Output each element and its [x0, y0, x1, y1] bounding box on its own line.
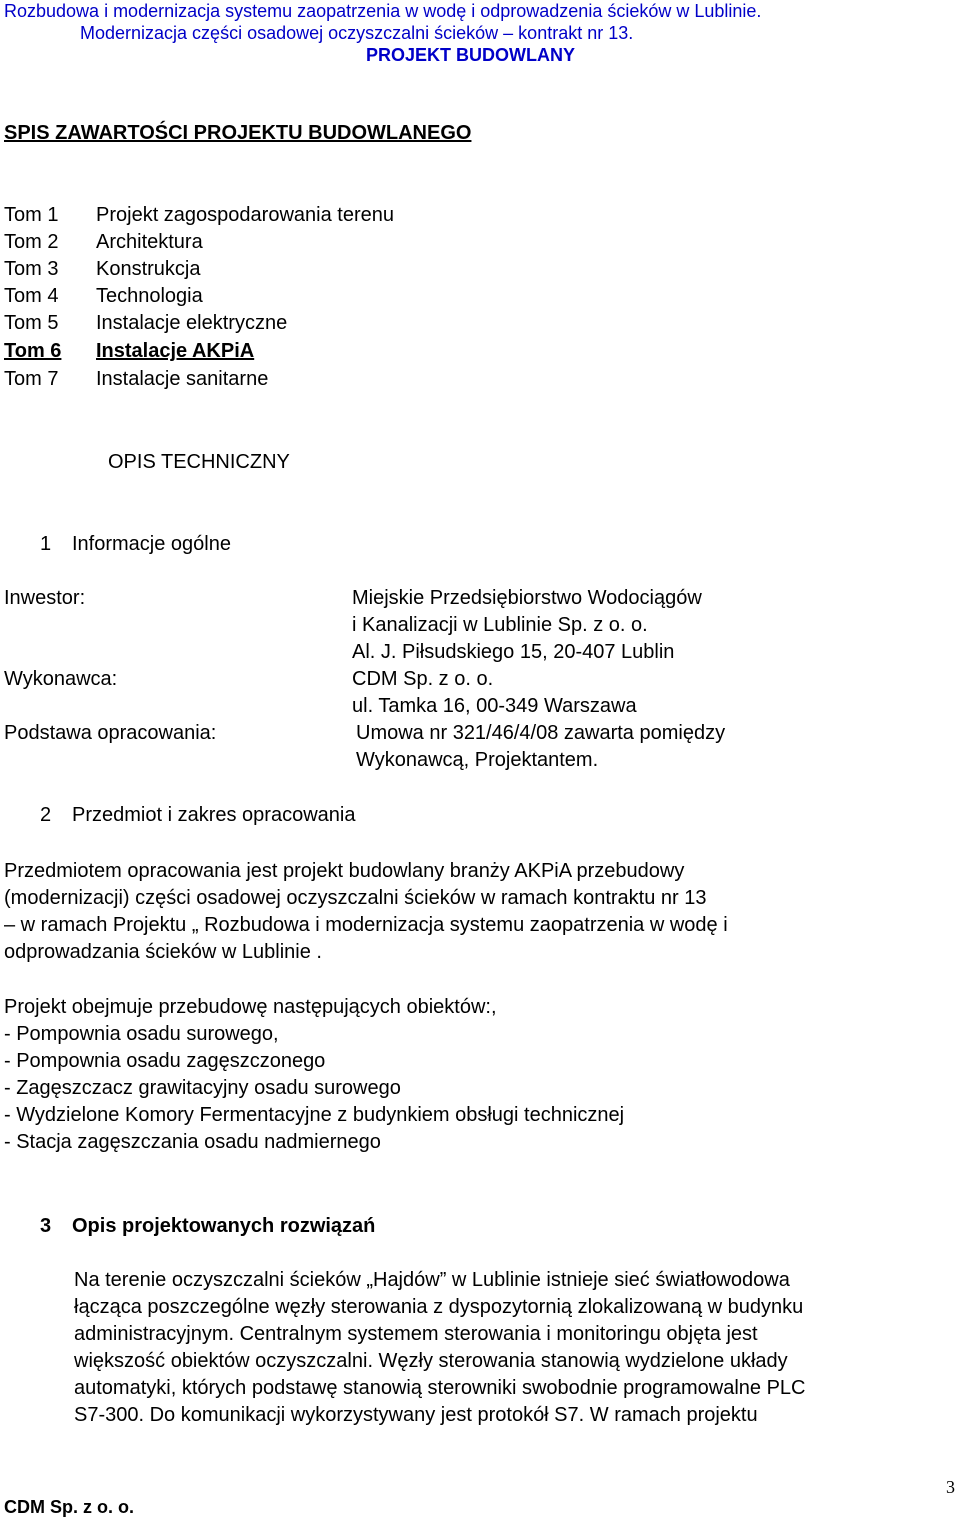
toc-item-num: Tom 3 — [4, 258, 59, 280]
section-3-para-line: większość obiektów oczyszczalni. Węzły sterowania stanowią wydzielone układy — [74, 1350, 788, 1372]
section-2-para-line: (modernizacji) części osadowej oczyszczalni ścieków w ramach kontraktu nr 13 — [4, 887, 707, 909]
section-2-para-line: odprowadzania ścieków w Lublinie . — [4, 941, 322, 963]
header-line-3: PROJEKT BUDOWLANY — [366, 45, 576, 65]
toc-item-num: Tom 6 — [4, 340, 62, 362]
section-3-para-line: łącząca poszczególne węzły sterowania z dyspozytornią zlokalizowaną w budynku — [74, 1296, 804, 1318]
header-line-1: Rozbudowa i modernizacja systemu zaopatrzenia w wodę i odprowadzenia ścieków w Lublinie. — [4, 1, 762, 21]
basis-line: Umowa nr 321/46/4/08 zawarta pomiędzy — [356, 722, 726, 744]
toc-item-num: Tom 7 — [4, 368, 59, 390]
investor-line: i Kanalizacji w Lublinie Sp. z o. o. — [352, 614, 648, 636]
footer-company: CDM Sp. z o. o. — [4, 1497, 134, 1517]
toc-item-title: Konstrukcja — [96, 258, 201, 280]
toc-item-num: Tom 4 — [4, 285, 59, 307]
investor-line: Al. J. Piłsudskiego 15, 20-407 Lublin — [352, 641, 675, 663]
contractor-line: CDM Sp. z o. o. — [352, 668, 494, 690]
object-item: - Zagęszczacz grawitacyjny osadu surowego — [4, 1077, 401, 1099]
toc-item-title: Instalacje AKPiA — [96, 340, 255, 362]
investor-label: Inwestor: — [4, 587, 86, 609]
toc-item-title: Architektura — [96, 231, 203, 253]
toc-item-title: Projekt zagospodarowania terenu — [96, 204, 394, 226]
object-item: - Stacja zagęszczania osadu nadmiernego — [4, 1131, 381, 1153]
object-item: - Wydzielone Komory Fermentacyjne z budynkiem obsługi technicznej — [4, 1104, 625, 1126]
section-3-number: 3 — [40, 1215, 52, 1237]
basis-label: Podstawa opracowania: — [4, 722, 217, 744]
investor-line: Miejskie Przedsiębiorstwo Wodociągów — [352, 587, 702, 609]
section-3-title: Opis projektowanych rozwiązań — [72, 1215, 376, 1237]
toc-item-title: Technologia — [96, 285, 203, 307]
header-line-2: Modernizacja części osadowej oczyszczalni ścieków – kontrakt nr 13. — [80, 23, 634, 43]
object-item: - Pompownia osadu surowego, — [4, 1023, 279, 1045]
section-3-para-line: automatyki, których podstawę stanowią sterowniki swobodnie programowalne PLC — [74, 1377, 806, 1399]
contractor-label: Wykonawca: — [4, 668, 118, 690]
section-3-para-line: S7-300. Do komunikacji wykorzystywany jest protokół S7. W ramach projektu — [74, 1404, 758, 1426]
toc-item-title: Instalacje sanitarne — [96, 368, 269, 390]
object-item: - Pompownia osadu zagęszczonego — [4, 1050, 326, 1072]
section-3-para-line: administracyjnym. Centralnym systemem sterowania i monitoringu objęta jest — [74, 1323, 758, 1345]
section-2-para-line: Przedmiotem opracowania jest projekt budowlany branży AKPiA przebudowy — [4, 860, 685, 882]
section-2-number: 2 — [40, 804, 52, 826]
objects-intro: Projekt obejmuje przebudowę następujących obiektów:, — [4, 996, 497, 1018]
contractor-line: ul. Tamka 16, 00-349 Warszawa — [352, 695, 637, 717]
toc-item-num: Tom 1 — [4, 204, 59, 226]
toc-item-num: Tom 5 — [4, 312, 59, 334]
section-2-para-line: – w ramach Projektu „ Rozbudowa i modernizacja systemu zaopatrzenia w wodę i — [4, 914, 728, 936]
section-1-number: 1 — [40, 533, 52, 555]
section-1-title: Informacje ogólne — [72, 533, 231, 555]
toc-item-num: Tom 2 — [4, 231, 59, 253]
section-3-para-line: Na terenie oczyszczalni ścieków „Hajdów” w Lublinie istnieje sieć światłowodowa — [74, 1269, 790, 1291]
opis-title: OPIS TECHNICZNY — [108, 451, 290, 473]
section-2-title: Przedmiot i zakres opracowania — [72, 804, 356, 826]
toc-title: SPIS ZAWARTOŚCI PROJEKTU BUDOWLANEGO — [4, 122, 472, 144]
page-number: 3 — [946, 1477, 955, 1497]
basis-line: Wykonawcą, Projektantem. — [356, 749, 599, 771]
toc-item-title: Instalacje elektryczne — [96, 312, 288, 334]
